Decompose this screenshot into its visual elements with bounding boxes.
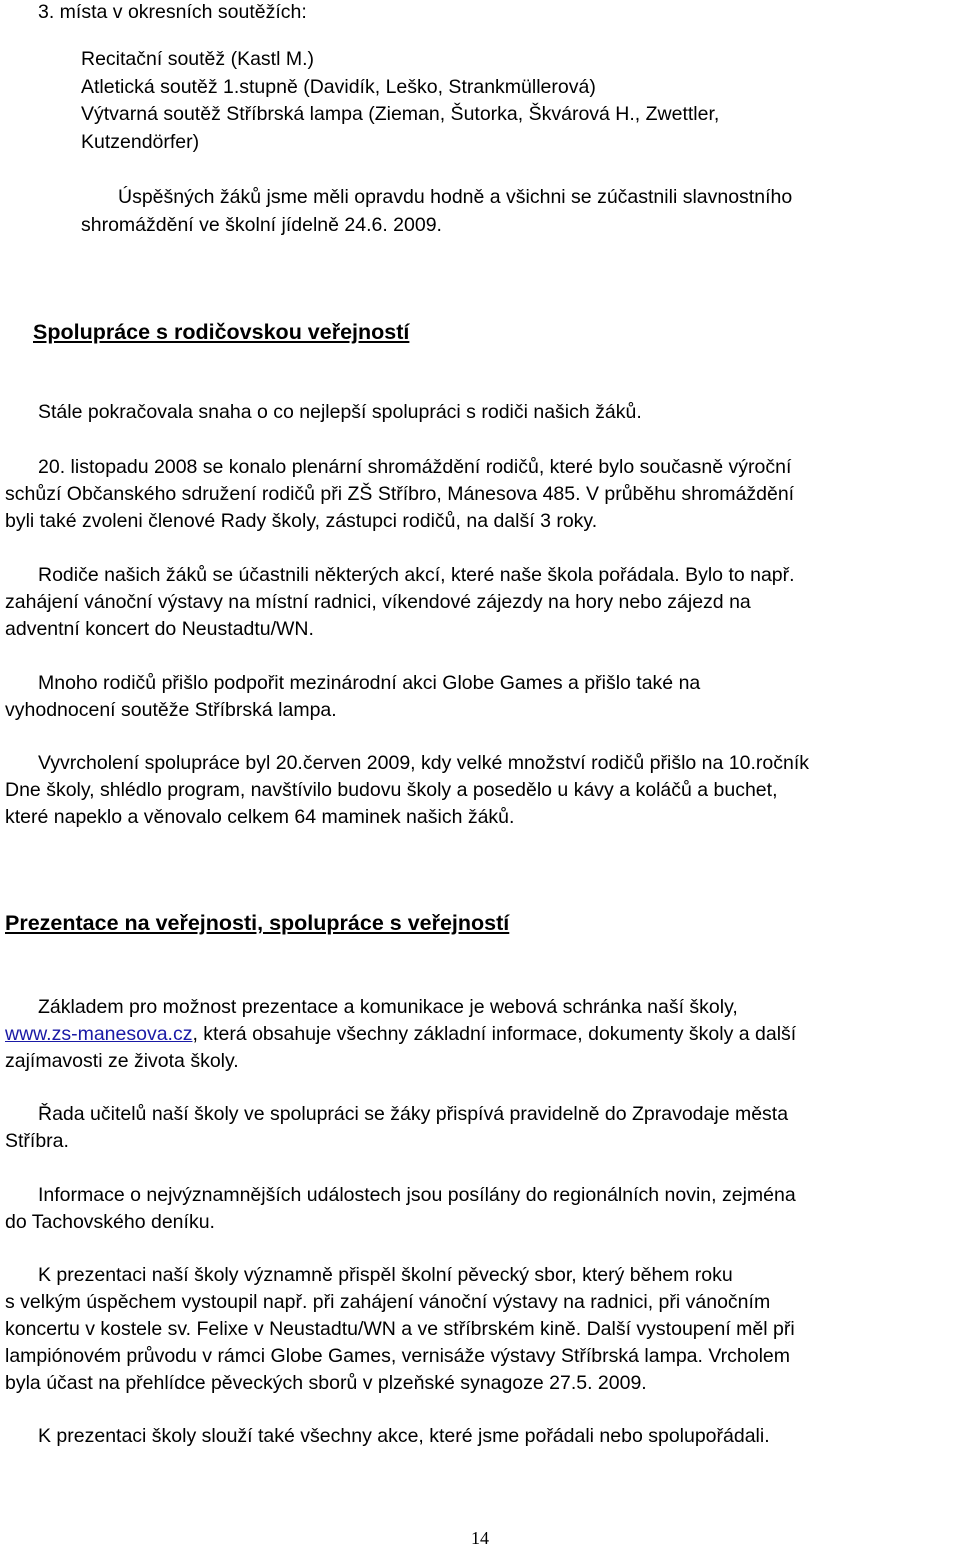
paragraph-line: do Tachovského deníku. [5, 1211, 215, 1233]
paragraph-line: Mnoho rodičů přišlo podpořit mezinárodní akci Globe Games a přišlo také na [38, 672, 701, 694]
paragraph-line: schůzí Občanského sdružení rodičů při ZŠ Stříbro, Mánesova 485. V průběhu shromáždění [5, 483, 795, 505]
section-title-spoluprace: Spolupráce s rodičovskou veřejností [33, 320, 410, 344]
paragraph-line: adventní koncert do Neustadtu/WN. [5, 618, 314, 640]
paragraph-line: Základem pro možnost prezentace a komunikace je webová schránka naší školy, [38, 996, 738, 1018]
page-number: 14 [471, 1528, 489, 1548]
paragraph-line: Řada učitelů naší školy ve spolupráci se žáky přispívá pravidelně do Zpravodaje města [38, 1103, 789, 1125]
section-title-prezentace: Prezentace na veřejnosti, spolupráce s veřejností [5, 911, 510, 935]
paragraph-line: shromáždění ve školní jídelně 24.6. 2009. [81, 214, 442, 236]
paragraph-line: zajímavosti ze života školy. [5, 1050, 239, 1072]
list-item: Recitační soutěž (Kastl M.) [81, 48, 314, 70]
paragraph-line: Rodiče našich žáků se účastnili některých akcí, které naše škola pořádala. Bylo to např. [38, 564, 795, 586]
paragraph-line: Úspěšných žáků jsme měli opravdu hodně a všichni se zúčastnili slavnostního [118, 186, 793, 208]
paragraph-line: zahájení vánoční výstavy na místní radnici, víkendové zájezdy na hory nebo zájezd na [5, 591, 751, 613]
paragraph-line: Stříbra. [5, 1130, 69, 1152]
paragraph-line: lampiónovém průvodu v rámci Globe Games, vernisáže výstavy Stříbrská lampa. Vrcholem [5, 1345, 790, 1367]
paragraph-line: vyhodnocení soutěže Stříbrská lampa. [5, 699, 337, 721]
school-website-link[interactable]: www.zs-manesova.cz [5, 1023, 193, 1045]
paragraph-line: Informace o nejvýznamnějších událostech jsou posílány do regionálních novin, zejména [38, 1184, 796, 1206]
paragraph-line [5, 1022, 796, 1046]
paragraph-line: které napeklo a věnovalo celkem 64 maminek našich žáků. [5, 806, 515, 828]
list-item: Atletická soutěž 1.stupně (Davidík, Leško, Strankmüllerová) [81, 76, 596, 98]
paragraph-line: byli také zvoleni členové Rady školy, zástupci rodičů, na další 3 roky. [5, 510, 598, 532]
list-item: Kutzendörfer) [81, 131, 200, 153]
section3-heading: 3. místa v okresních soutěžích: [38, 1, 307, 23]
paragraph-text: , která obsahuje všechny základní informace, dokumenty školy a další [192, 1023, 797, 1045]
paragraph-line: 20. listopadu 2008 se konalo plenární shromáždění rodičů, které bylo současně výroční [38, 456, 792, 478]
paragraph-line: koncertu v kostele sv. Felixe v Neustadtu/WN a ve stříbrském kině. Další vystoupení měl při [5, 1318, 795, 1340]
paragraph-line: K prezentaci naší školy významně přispěl školní pěvecký sbor, který během roku [38, 1264, 733, 1286]
paragraph-line: Vyvrcholení spolupráce byl 20.červen 2009, kdy velké množství rodičů přišlo na 10.ročník [38, 752, 810, 774]
paragraph-line: s velkým úspěchem vystoupil např. při zahájení vánoční výstavy na radnici, při vánočním [5, 1291, 771, 1313]
paragraph-line: K prezentaci školy slouží také všechny akce, které jsme pořádali nebo spolupořádali. [38, 1425, 770, 1447]
paragraph-line: Stále pokračovala snaha o co nejlepší spolupráci s rodiči našich žáků. [38, 401, 642, 423]
paragraph-line: byla účast na přehlídce pěveckých sborů v plzeňské synagoze 27.5. 2009. [5, 1372, 647, 1394]
list-item: Výtvarná soutěž Stříbrská lampa (Zieman, Šutorka, Škvárová H., Zwettler, [81, 103, 720, 125]
paragraph-line: Dne školy, shlédlo program, navštívilo budovu školy a posedělo u kávy a koláčů a buchet, [5, 779, 778, 801]
